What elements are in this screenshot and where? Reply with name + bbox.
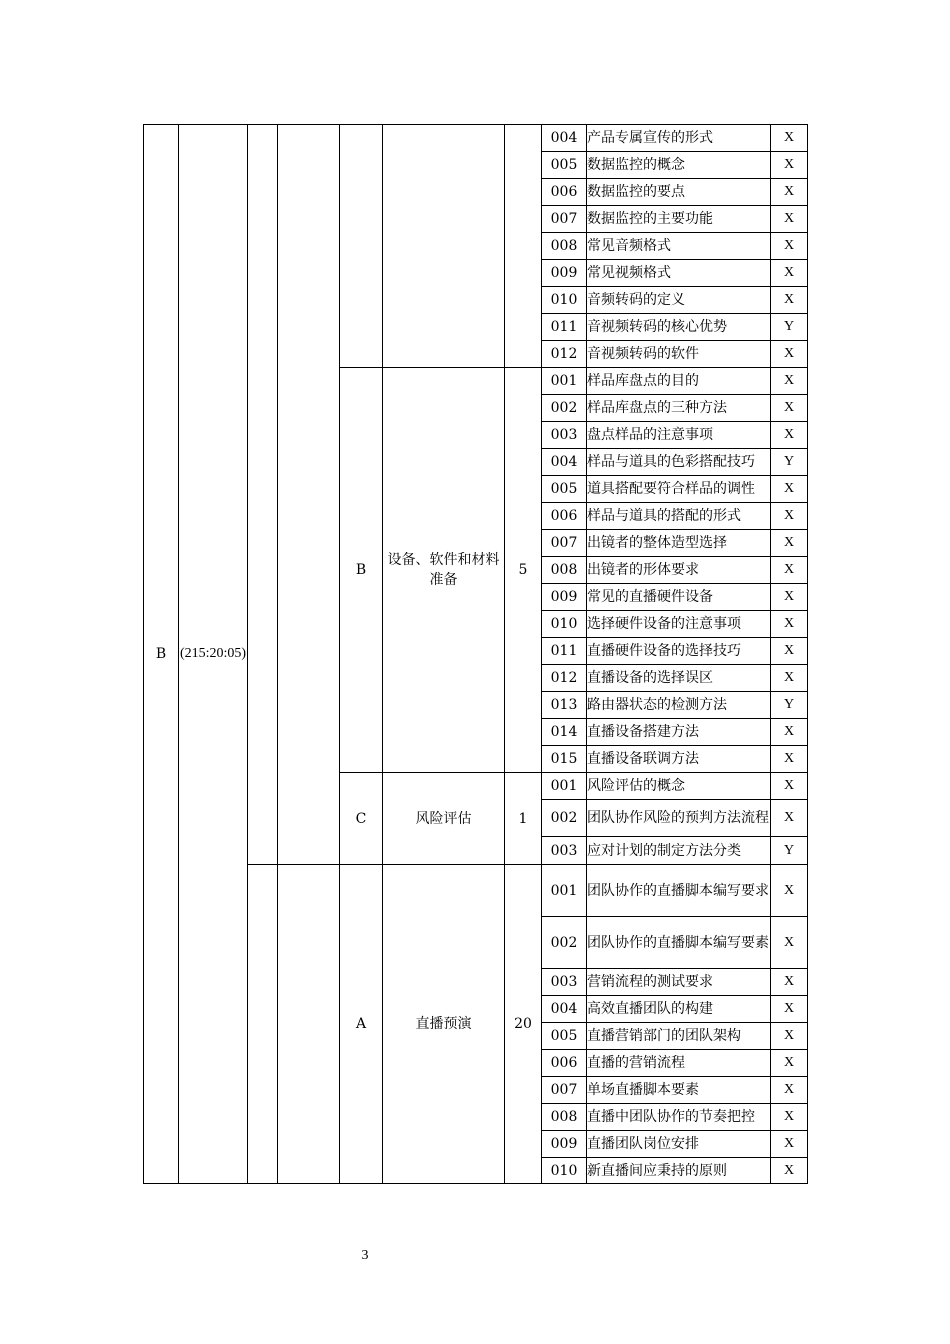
item-flag: X xyxy=(771,969,808,996)
item-flag: X xyxy=(771,1077,808,1104)
item-code: 001 xyxy=(542,368,587,395)
item-flag: X xyxy=(771,206,808,233)
item-flag: X xyxy=(771,719,808,746)
item-flag: X xyxy=(771,395,808,422)
item-flag: X xyxy=(771,341,808,368)
item-code: 012 xyxy=(542,341,587,368)
section-count: 1 xyxy=(505,773,542,865)
item-flag: X xyxy=(771,179,808,206)
item-code: 006 xyxy=(542,503,587,530)
item-flag: X xyxy=(771,530,808,557)
item-flag: X xyxy=(771,773,808,800)
item-code: 004 xyxy=(542,125,587,152)
item-code: 008 xyxy=(542,1104,587,1131)
item-name: 音频转码的定义 xyxy=(587,287,771,314)
item-code: 001 xyxy=(542,773,587,800)
item-code: 006 xyxy=(542,179,587,206)
item-name: 直播设备的选择误区 xyxy=(587,665,771,692)
item-code: 007 xyxy=(542,206,587,233)
item-name: 常见的直播硬件设备 xyxy=(587,584,771,611)
item-flag: X xyxy=(771,1131,808,1158)
item-name: 出镜者的整体造型选择 xyxy=(587,530,771,557)
item-flag: Y xyxy=(771,314,808,341)
item-code: 005 xyxy=(542,1023,587,1050)
item-flag: Y xyxy=(771,692,808,719)
item-flag: X xyxy=(771,1023,808,1050)
item-code: 009 xyxy=(542,584,587,611)
section-letter: A xyxy=(340,865,383,1184)
item-flag: X xyxy=(771,422,808,449)
item-code: 002 xyxy=(542,917,587,969)
item-code: 011 xyxy=(542,314,587,341)
item-name: 直播硬件设备的选择技巧 xyxy=(587,638,771,665)
item-flag: X xyxy=(771,557,808,584)
blank-cell xyxy=(505,125,542,368)
item-name: 路由器状态的检测方法 xyxy=(587,692,771,719)
item-code: 005 xyxy=(542,152,587,179)
item-name: 出镜者的形体要求 xyxy=(587,557,771,584)
item-flag: X xyxy=(771,503,808,530)
item-name: 应对计划的制定方法分类 xyxy=(587,837,771,865)
level-b-cell: B xyxy=(144,125,179,1184)
item-name: 音视频转码的核心优势 xyxy=(587,314,771,341)
item-flag: X xyxy=(771,287,808,314)
item-name: 风险评估的概念 xyxy=(587,773,771,800)
item-code: 006 xyxy=(542,1050,587,1077)
blank-cell xyxy=(248,125,278,865)
section-title: 设备、软件和材料准备 xyxy=(383,368,505,773)
item-name: 常见视频格式 xyxy=(587,260,771,287)
item-code: 002 xyxy=(542,395,587,422)
item-code: 007 xyxy=(542,1077,587,1104)
blank-cell xyxy=(383,125,505,368)
item-flag: X xyxy=(771,476,808,503)
item-name: 直播的营销流程 xyxy=(587,1050,771,1077)
section-count: 5 xyxy=(505,368,542,773)
blank-cell xyxy=(340,125,383,368)
item-name: 样品库盘点的目的 xyxy=(587,368,771,395)
item-flag: X xyxy=(771,260,808,287)
item-flag: X xyxy=(771,865,808,917)
item-name: 音视频转码的软件 xyxy=(587,341,771,368)
item-code: 009 xyxy=(542,260,587,287)
item-name: 直播设备联调方法 xyxy=(587,746,771,773)
item-code: 008 xyxy=(542,233,587,260)
item-code: 009 xyxy=(542,1131,587,1158)
item-flag: X xyxy=(771,638,808,665)
item-flag: Y xyxy=(771,449,808,476)
item-code: 001 xyxy=(542,865,587,917)
item-code: 012 xyxy=(542,665,587,692)
item-code: 007 xyxy=(542,530,587,557)
item-name: 高效直播团队的构建 xyxy=(587,996,771,1023)
item-name: 新直播间应秉持的原则 xyxy=(587,1158,771,1184)
item-flag: X xyxy=(771,368,808,395)
item-name: 团队协作风险的预判方法流程 xyxy=(587,800,771,837)
item-name: 样品库盘点的三种方法 xyxy=(587,395,771,422)
blank-cell xyxy=(278,865,340,1184)
item-code: 004 xyxy=(542,996,587,1023)
item-name: 产品专属宣传的形式 xyxy=(587,125,771,152)
section-count: 20 xyxy=(505,865,542,1184)
page-number: 3 xyxy=(361,1248,369,1263)
item-flag: X xyxy=(771,746,808,773)
item-flag: X xyxy=(771,1050,808,1077)
item-code: 003 xyxy=(542,422,587,449)
item-code: 005 xyxy=(542,476,587,503)
item-code: 010 xyxy=(542,611,587,638)
item-code: 004 xyxy=(542,449,587,476)
item-flag: X xyxy=(771,996,808,1023)
item-name: 盘点样品的注意事项 xyxy=(587,422,771,449)
blank-cell xyxy=(248,865,278,1184)
section-letter: B xyxy=(340,368,383,773)
item-name: 直播团队岗位安排 xyxy=(587,1131,771,1158)
section-letter: C xyxy=(340,773,383,865)
item-code: 011 xyxy=(542,638,587,665)
item-name: 数据监控的要点 xyxy=(587,179,771,206)
section-title: 直播预演 xyxy=(383,865,505,1184)
item-code: 010 xyxy=(542,287,587,314)
item-name: 样品与道具的搭配的形式 xyxy=(587,503,771,530)
item-name: 数据监控的概念 xyxy=(587,152,771,179)
item-code: 003 xyxy=(542,837,587,865)
table-body xyxy=(144,125,808,1184)
item-flag: X xyxy=(771,584,808,611)
item-code: 010 xyxy=(542,1158,587,1184)
item-name: 样品与道具的色彩搭配技巧 xyxy=(587,449,771,476)
item-name: 营销流程的测试要求 xyxy=(587,969,771,996)
blank-cell xyxy=(278,125,340,865)
item-flag: X xyxy=(771,152,808,179)
item-code: 013 xyxy=(542,692,587,719)
item-name: 直播营销部门的团队架构 xyxy=(587,1023,771,1050)
item-name: 数据监控的主要功能 xyxy=(587,206,771,233)
item-name: 常见音频格式 xyxy=(587,233,771,260)
item-flag: X xyxy=(771,1104,808,1131)
item-code: 008 xyxy=(542,557,587,584)
item-flag: X xyxy=(771,1158,808,1184)
item-flag: X xyxy=(771,611,808,638)
time-cell: (215:20:05) xyxy=(179,125,248,1184)
knowledge-table xyxy=(143,124,808,1184)
item-name: 单场直播脚本要素 xyxy=(587,1077,771,1104)
item-name: 选择硬件设备的注意事项 xyxy=(587,611,771,638)
item-flag: X xyxy=(771,800,808,837)
item-flag: X xyxy=(771,917,808,969)
item-name: 团队协作的直播脚本编写要求 xyxy=(587,865,771,917)
item-flag: X xyxy=(771,665,808,692)
item-name: 直播设备搭建方法 xyxy=(587,719,771,746)
item-flag: X xyxy=(771,233,808,260)
item-name: 道具搭配要符合样品的调性 xyxy=(587,476,771,503)
item-code: 015 xyxy=(542,746,587,773)
item-code: 014 xyxy=(542,719,587,746)
section-title: 风险评估 xyxy=(383,773,505,865)
item-name: 直播中团队协作的节奏把控 xyxy=(587,1104,771,1131)
table-row xyxy=(144,125,808,152)
item-name: 团队协作的直播脚本编写要素 xyxy=(587,917,771,969)
item-code: 003 xyxy=(542,969,587,996)
item-flag: X xyxy=(771,125,808,152)
item-code: 002 xyxy=(542,800,587,837)
item-flag: Y xyxy=(771,837,808,865)
